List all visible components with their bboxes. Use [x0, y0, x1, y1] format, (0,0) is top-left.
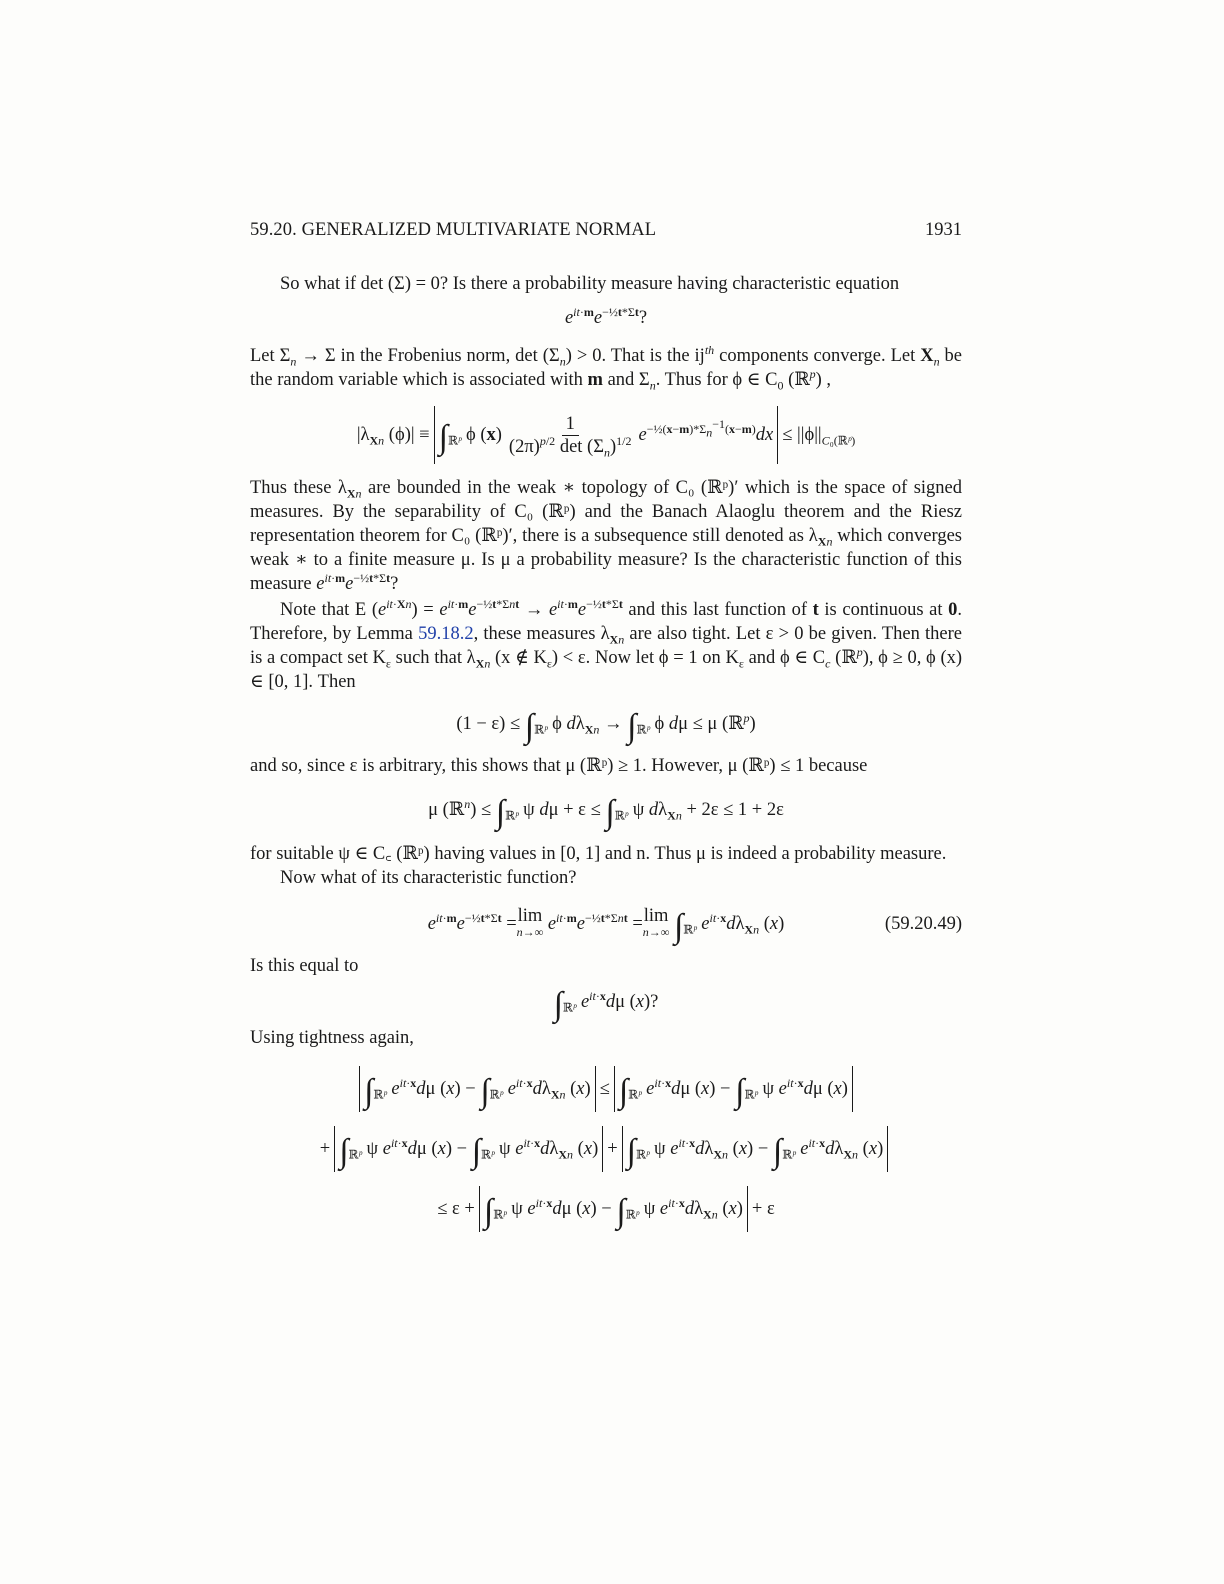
running-header — [250, 218, 962, 242]
page-body — [250, 218, 962, 1240]
paragraph-6: for suitable ψ ∈ C꜀ (ℝᵖ) having values in [0, 1] and n. Thus μ is indeed a probability measure. — [250, 844, 947, 864]
equation-char-fn: $e^{it\cdot m}e^{-\frac{1}{2}t*\Sigma t}$? — [564, 304, 648, 328]
paragraph-3: Thus these $\lambda_{Xn}$ are bounded in the weak ∗ topology of C₀ (ℝᵖ)′ which is the space of signed measures. By the separability of C₀ (ℝᵖ) and the Banach Alaoglu theorem and the Riesz representation theorem for C₀ (ℝᵖ)′, there is a subsequence still denoted as $\lambda_{Xn}$ which converges weak ∗ to a finite measure μ. Is μ a probability measure? Is the characteristic function of this measure $e^{it\cdot m}e^{-\frac{1}{2}t*\Sigma t}$? — [250, 478, 963, 594]
lemma-link[interactable]: 59.18.2 — [418, 624, 474, 644]
equation-59-20-49: $e^{it\cdot m}e^{-\frac{1}{2}t*\Sigma t}$ = lim n→∞ $e^{it\cdot m}e^{-\frac{1}{2}t*\Sigma nt}$ = lim n→∞ $\int_{ℝᵖ}$ $e^{it\cdot x}d\lambda_{Xn}$ (x) (59.20.49) — [427, 906, 962, 945]
equation-mu-bound: μ (ℝ$^n$) ≤ $\int_{ℝᵖ}$ ψ $d\mu + \varepsilon \le \int_{ℝᵖ}$ ψ $d\lambda_{Xn} + 2\varepsilon \le 1 + 2\varepsilon$ — [428, 794, 784, 831]
paragraph-4: Note that E $(e^{it\cdot Xn}) = e^{it\cdot m}e^{-\frac{1}{2}t*\Sigma nt} \to e^{it\cdot m}e^{-\frac{1}{2}t*\Sigma t}$ and this last function of t is continuous at 0. Therefore, by Lemma 59.18.2, these measures $\lambda_{Xn}$ are also tight. Let ε > 0 be given. Then there is a compact set $K_\varepsilon$ such that $\lambda_{Xn}$ (x ∉ $K_\varepsilon) < \varepsilon$. Now let ϕ = 1 on $K_\varepsilon$ and ϕ ∈ $C_c$ (ℝ$^p$), ϕ ≥ 0, ϕ (x) ∈ [0, 1]. Then — [250, 596, 963, 692]
paragraph-7: Now what of its characteristic function? — [280, 868, 577, 888]
equation-question: $\int_{ℝᵖ}$ $e^{it\cdot x}d\mu$ (x)? — [553, 986, 659, 1023]
page-number: 1931 — [925, 220, 962, 240]
equation-triangle-1: $\int_{ℝᵖ}$ $e^{it\cdot x}d\mu$ $(x) - \int_{ℝᵖ}$ $e^{it\cdot x}d\lambda_{Xn}$ (x) ≤ $\int_{ℝᵖ}$ $e^{it\cdot x}d\mu$ $(x) - \int_{ℝᵖ}$ ψ $e^{it\cdot x}d\mu$ (x) — [250, 1066, 962, 1112]
equation-triangle-2: + $\int_{ℝᵖ}$ ψ $e^{it\cdot x}d\mu$ $(x) - \int_{ℝᵖ}$ ψ $e^{it\cdot x}d\lambda_{Xn}$ (x) + $\int_{ℝᵖ}$ ψ $e^{it\cdot x}d\lambda_{Xn}$ $(x) - \int_{ℝᵖ}$ $e^{it\cdot x}d\lambda_{Xn}$ (x) — [250, 1126, 962, 1172]
equation-bound: $|\lambda_{Xn}$ (ϕ)| ≡ $\int_{ℝᵖ}$ ϕ (x) $\frac{1}{(2\pi)^{p/2} \det (\Sigma_n)^{1/2}}$ $e^{-\frac{1}{2}(x-m)*\Sigma_n^{-1}(x-m)}dx$ ≤ $||\phi||_{C_0(ℝᵖ)}$ — [250, 406, 962, 464]
paragraph-5: and so, since ε is arbitrary, this shows that μ (ℝᵖ) ≥ 1. However, μ (ℝᵖ) ≤ 1 because — [250, 756, 868, 776]
section-title: 59.20. GENERALIZED MULTIVARIATE NORMAL — [250, 220, 657, 240]
paragraph-2: Let $\Sigma_n \to \Sigma$ in the Frobenius norm, $\det (\Sigma_n) > 0$. That is the $ij^{th}$ components converge. Let $X_n$ be the random variable which is associated with m and $\Sigma_n$. Thus for ϕ ∈ $C_0$ (ℝ$^p$) , — [250, 342, 963, 393]
equation-tight: $(1 - \varepsilon) \le \int_{ℝᵖ}$ ϕ $d\lambda_{Xn} \to \int_{ℝᵖ}$ ϕ dμ ≤ μ (ℝ$^p$) — [456, 708, 756, 745]
paragraph-1: So what if det (Σ) = 0? Is there a probability measure having characteristic equation — [280, 274, 900, 294]
equation-number: (59.20.49) — [884, 914, 962, 934]
paragraph-8: Is this equal to — [250, 956, 359, 976]
paragraph-9: Using tightness again, — [250, 1028, 414, 1048]
equation-triangle-3: ≤ ε + $\int_{ℝᵖ}$ ψ $e^{it\cdot x}d\mu$ $(x) - \int_{ℝᵖ}$ ψ $e^{it\cdot x}d\lambda_{Xn}$ (x) + ε — [250, 1186, 962, 1232]
